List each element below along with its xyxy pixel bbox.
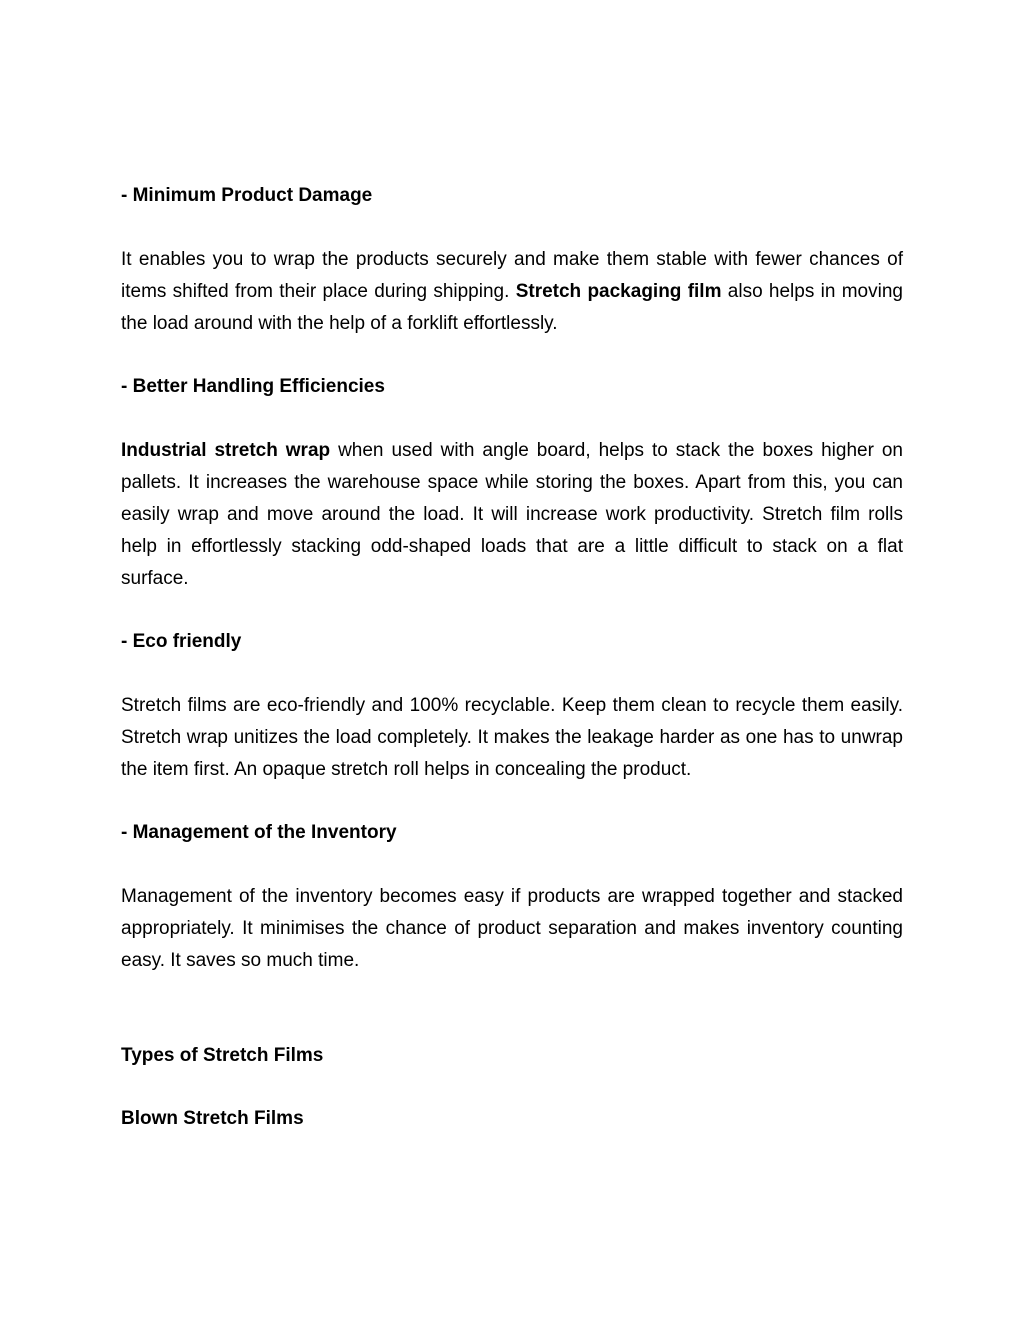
bold-keyword-stretch-packaging-film: Stretch packaging film <box>515 281 722 302</box>
paragraph-text-part2: also helps in moving the load around with the help of a forklift effortlessly. <box>121 281 903 334</box>
bold-keyword-industrial-stretch-wrap: Industrial stretch wrap <box>121 440 331 461</box>
paragraph-eco-friendly: Stretch films are eco-friendly and 100% recyclable. Keep them clean to recycle them easily. Stretch wrap unitizes the load completely. It makes the leakage harder as one has to unwrap the item first. An opaque stretch roll helps in concealing the product. <box>121 695 903 780</box>
heading-minimum-product-damage: - Minimum Product Damage <box>121 185 373 206</box>
heading-management-of-inventory: - Management of the Inventory <box>121 822 397 843</box>
paragraph-better-handling-efficiencies <box>121 435 903 595</box>
paragraph-text-part2: when used with angle board, helps to stack the boxes higher on pallets. It increases the warehouse space while storing the boxes. Apart from this, you can easily wrap and move around the load. It will increase work productivity. Stretch film rolls help in effortlessly stacking odd-shaped loads that are a little difficult to stack on a flat surface. <box>121 440 903 589</box>
paragraph-management-of-inventory: Management of the inventory becomes easy if products are wrapped together and stacked appropriately. It minimises the chance of product separation and makes inventory counting easy. It saves so much time. <box>121 886 903 971</box>
paragraph-minimum-product-damage <box>121 244 903 340</box>
heading-blown-stretch-films: Blown Stretch Films <box>121 1108 304 1129</box>
heading-eco-friendly: - Eco friendly <box>121 631 242 652</box>
paragraph-text-part1: It enables you to wrap the products securely and make them stable with fewer chances of items shifted from their place during shipping. <box>121 249 903 302</box>
heading-types-of-stretch-films: Types of Stretch Films <box>121 1045 324 1066</box>
heading-better-handling-efficiencies: - Better Handling Efficiencies <box>121 376 385 397</box>
